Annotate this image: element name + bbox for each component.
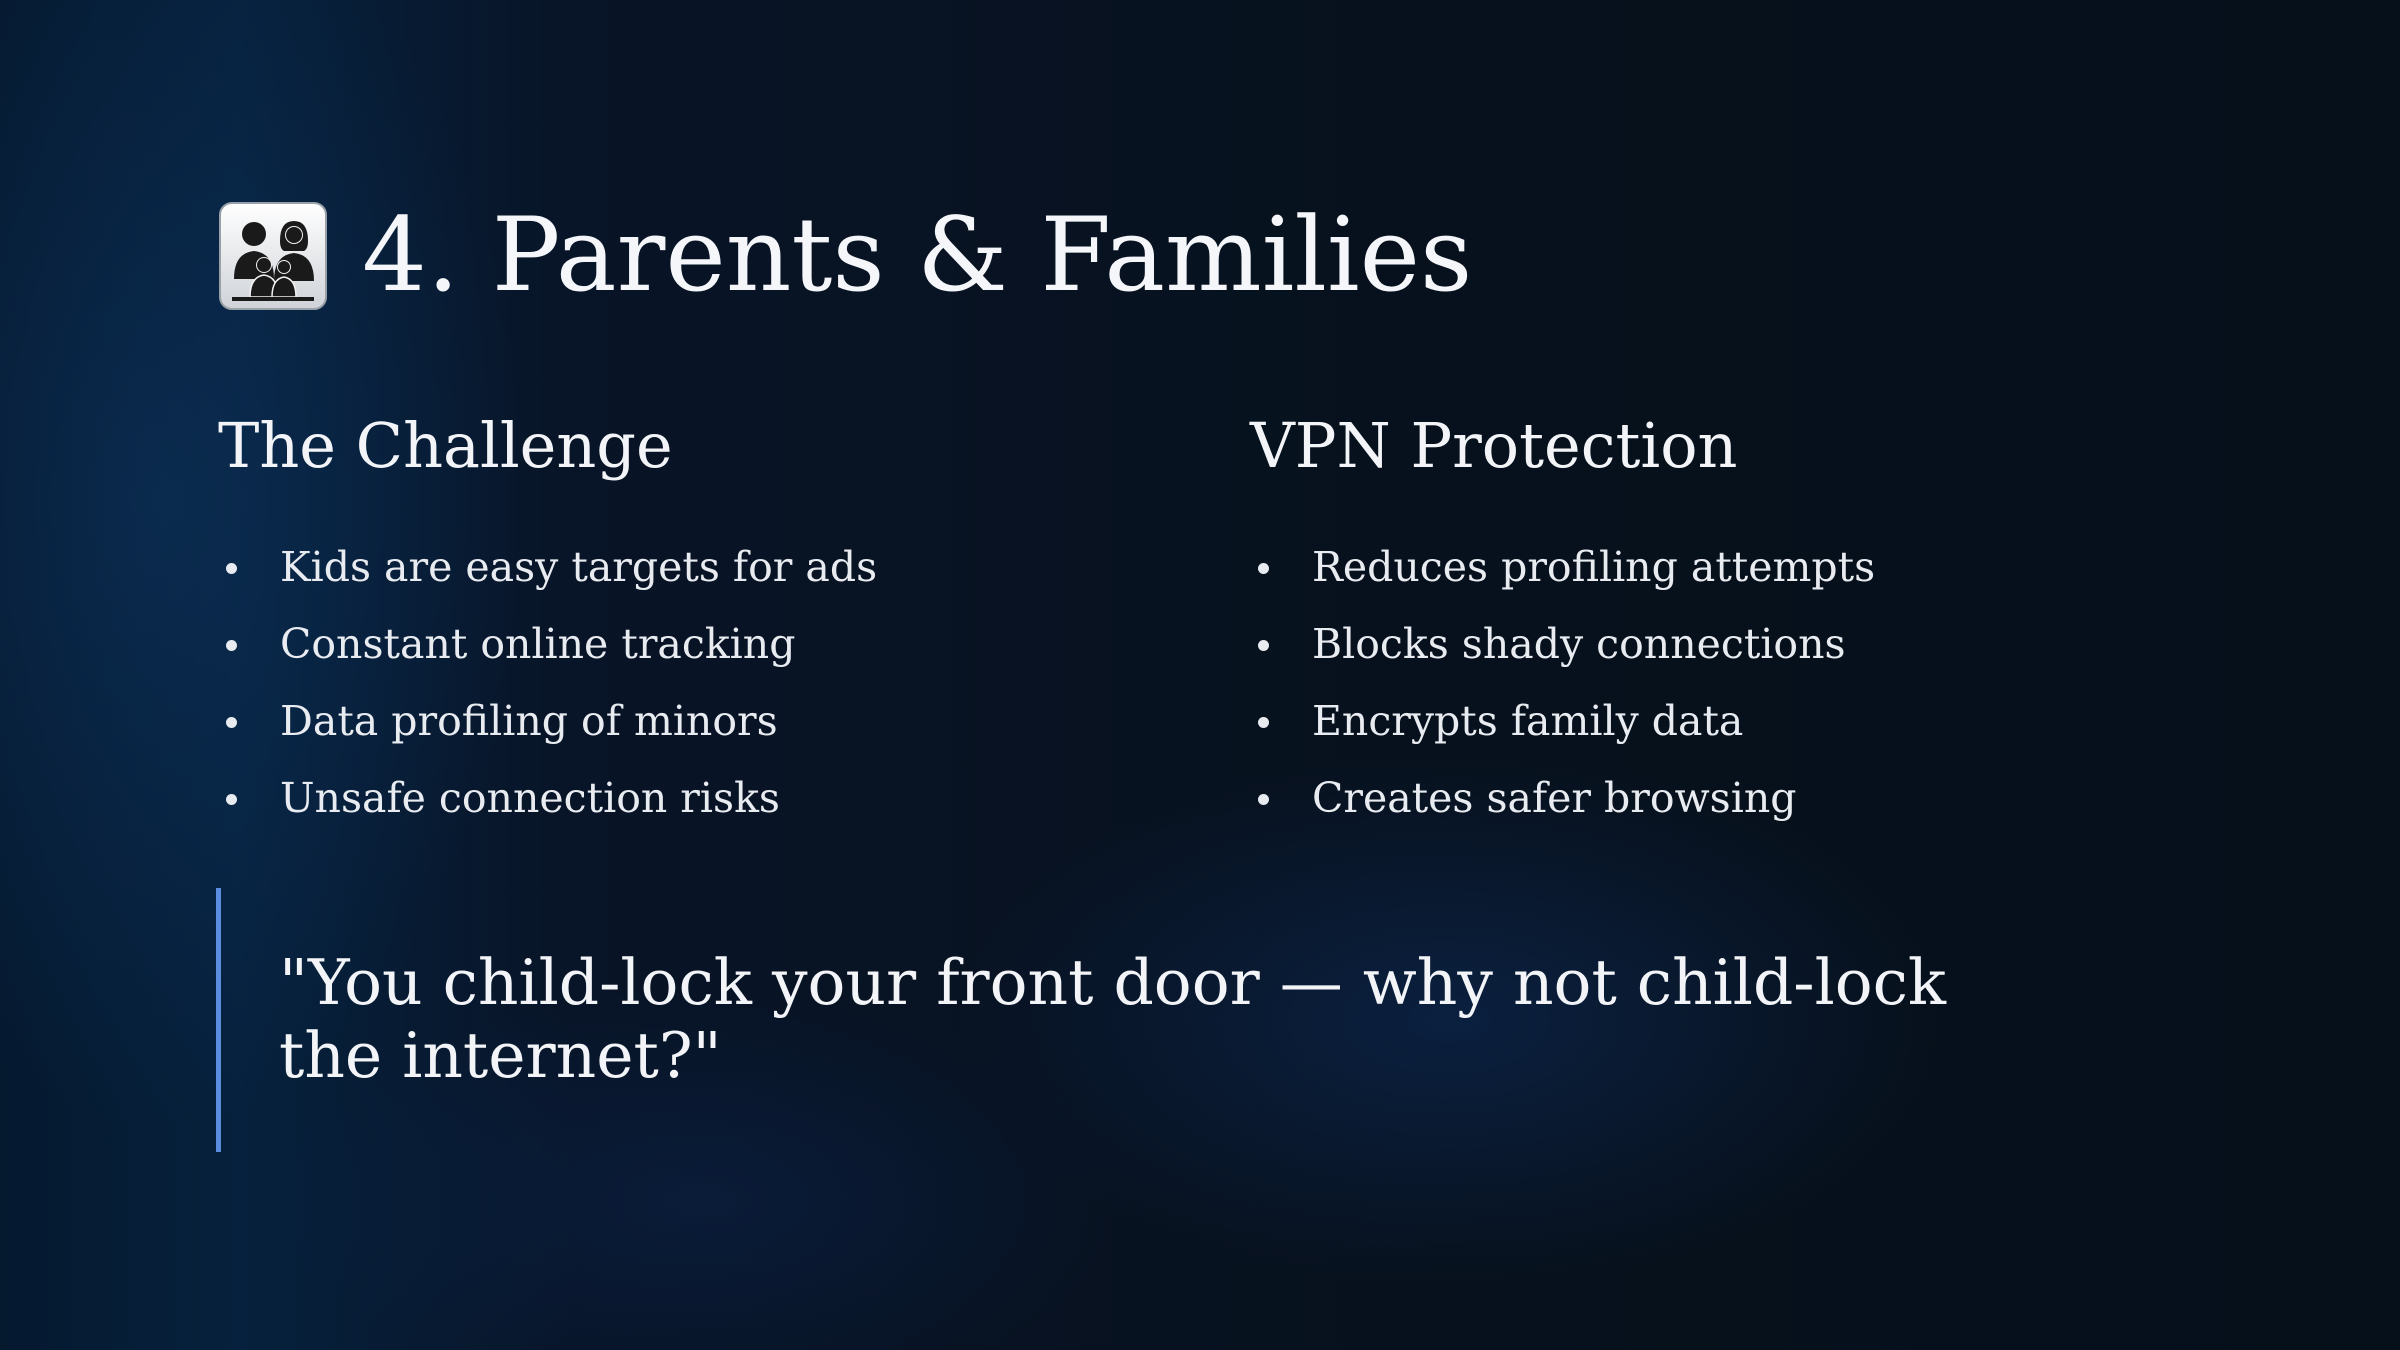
bullet-icon (1258, 717, 1269, 728)
family-icon (218, 201, 328, 311)
bullet-icon (1258, 794, 1269, 805)
protection-list (1250, 529, 2150, 837)
challenge-heading: The Challenge (218, 409, 673, 482)
title-row (218, 196, 1472, 316)
challenge-column (218, 409, 1118, 837)
list-item: Encrypts family data (1250, 683, 2150, 760)
bullet-icon (226, 640, 237, 651)
bullet-icon (226, 794, 237, 805)
protection-column (1250, 409, 2150, 837)
list-item: Reduces profiling attempts (1250, 529, 2150, 606)
protection-heading: VPN Protection (1250, 409, 1738, 482)
list-item: Creates safer browsing (1250, 760, 2150, 837)
bullet-icon (226, 717, 237, 728)
bullet-icon (226, 563, 237, 574)
slide-title: 4. Parents & Families (362, 196, 1473, 315)
list-item: Data profiling of minors (218, 683, 1118, 760)
quote-text: "You child-lock your front door — why not child-lock the internet?" (279, 946, 1947, 1092)
list-item: Unsafe connection risks (218, 760, 1118, 837)
list-item: Kids are easy targets for ads (218, 529, 1118, 606)
quote-block (216, 888, 2016, 1152)
challenge-list (218, 529, 1118, 837)
list-item: Blocks shady connections (1250, 606, 2150, 683)
bullet-icon (1258, 640, 1269, 651)
bullet-icon (1258, 563, 1269, 574)
list-item: Constant online tracking (218, 606, 1118, 683)
